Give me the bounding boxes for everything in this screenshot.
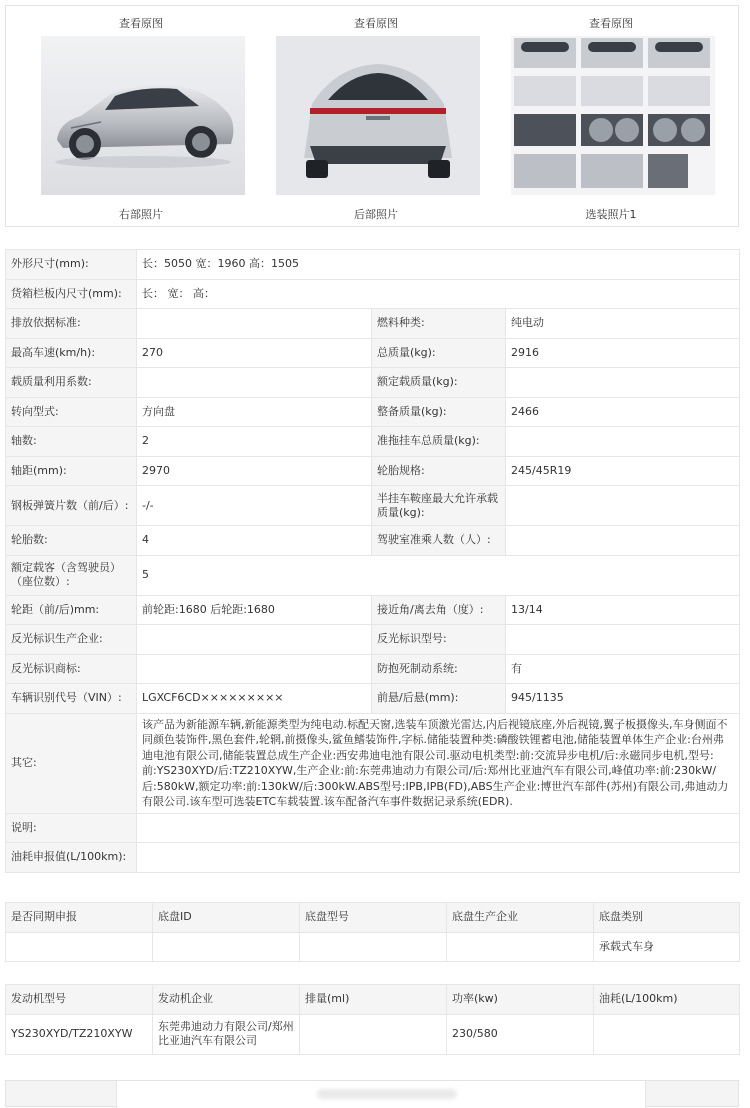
- spec-label: 额定载客（含驾驶员）（座位数）:: [6, 555, 137, 595]
- spec-label: 接近角/离去角（度）:: [372, 595, 506, 625]
- spec-label: 轮胎数:: [6, 526, 137, 556]
- table-cell: [6, 932, 153, 962]
- spec-value: [137, 368, 372, 398]
- photo-right: [36, 6, 246, 221]
- car-side-photo[interactable]: [41, 36, 245, 195]
- column-header: 发动机型号: [6, 985, 153, 1015]
- table-cell: [300, 1014, 447, 1054]
- table-row: [6, 1014, 740, 1054]
- spec-label: 驾驶室准乘人数（人）:: [372, 526, 506, 556]
- spec-value: 4: [137, 526, 372, 556]
- column-header: 是否同期申报: [6, 903, 153, 933]
- spec-label: 外形尺寸(mm):: [6, 250, 137, 280]
- bottom-partial-row: [5, 1080, 739, 1107]
- table-cell: [153, 932, 300, 962]
- spec-value: [137, 309, 372, 339]
- spec-label: 转向型式:: [6, 397, 137, 427]
- spec-label: 防抱死制动系统:: [372, 654, 506, 684]
- spec-value: 2970: [137, 456, 372, 486]
- spec-label: 反光标识商标:: [6, 654, 137, 684]
- table-row: [6, 338, 740, 368]
- table-row: [6, 932, 740, 962]
- spec-label: 说明:: [6, 813, 137, 843]
- column-header: 底盘生产企业: [447, 903, 594, 933]
- spec-label: 轴距(mm):: [6, 456, 137, 486]
- spec-label: 最高车速(km/h):: [6, 338, 137, 368]
- spec-label: 载质量利用系数:: [6, 368, 137, 398]
- spec-value: 前轮距:1680 后轮距:1680: [137, 595, 372, 625]
- spec-value: 长：5050 宽：1960 高：1505: [137, 250, 740, 280]
- spec-label: 轮距（前/后)mm:: [6, 595, 137, 625]
- optional-equipment-collage[interactable]: [511, 36, 715, 195]
- table-row: [6, 456, 740, 486]
- view-original-link-rear[interactable]: 查看原图: [354, 17, 398, 30]
- spec-label: 前悬/后悬(mm):: [372, 684, 506, 714]
- table-row: [6, 397, 740, 427]
- spec-label: 油耗申报值(L/100km):: [6, 843, 137, 873]
- column-header: 发动机企业: [153, 985, 300, 1015]
- spec-label: 钢板弹簧片数（前/后）:: [6, 486, 137, 526]
- spec-value: LGXCF6CD×××××××××: [137, 684, 372, 714]
- spec-label: 其它:: [6, 713, 137, 813]
- table-row: [6, 713, 740, 813]
- other-notes: 该产品为新能源车辆,新能源类型为纯电动.标配天窗,选装车顶激光雷达,内后视镜底座,外后视镜,翼子板摄像头,车身侧面不同颜色装饰件,黑色套件,轮辋,前摄像头,鲨鱼鳍装饰件,字标.储能装置种类:磷酸铁锂蓄电池,储能装置单体生产企业:台州弗迪电池有限公司,储能装置总成生产企业:西安弗迪电池有限公司.驱动电机类型:前:交流异步电机/后:永磁同步电机,型号:前:YS230XYD/后:TZ210XYW,生产企业:前:东莞弗迪动力有限公司/后:郑州比亚迪汽车有限公司,峰值功率:前:230kW/后:580kW,额定功率:前:130kW/后:300kW.ABS型号:IPB,IPB(FD),ABS生产企业:博世汽车部件(苏州)有限公司,弗迪动力有限公司.该车型可选装ETC车载装置.该车配备汽车事件数据记录系统(EDR).: [137, 713, 740, 813]
- spec-value: [506, 526, 740, 556]
- view-original-link-right[interactable]: 查看原图: [119, 17, 163, 30]
- table-row: [6, 684, 740, 714]
- blurred-watermark: [317, 1089, 457, 1099]
- table-row: [6, 368, 740, 398]
- spec-value: 长： 宽： 高：: [137, 279, 740, 309]
- spec-label: 整备质量(kg):: [372, 397, 506, 427]
- spec-value: [137, 654, 372, 684]
- table-row: [6, 279, 740, 309]
- car-rear-photo[interactable]: [276, 36, 480, 195]
- photo-panel: [5, 5, 739, 227]
- spec-label: 轮胎规格:: [372, 456, 506, 486]
- table-row: [6, 486, 740, 526]
- table-cell: [594, 1014, 740, 1054]
- column-header: 功率(kw): [447, 985, 594, 1015]
- table-row: [6, 813, 740, 843]
- spec-value: -/-: [137, 486, 372, 526]
- table-row: [6, 309, 740, 339]
- spec-value: [506, 625, 740, 655]
- column-header: 底盘类别: [594, 903, 740, 933]
- photo-rear: [271, 6, 481, 221]
- spec-value: 纯电动: [506, 309, 740, 339]
- spec-value: [137, 625, 372, 655]
- table-cell: 230/580: [447, 1014, 594, 1054]
- spec-value: 5: [137, 555, 740, 595]
- photo-caption-rear: 后部照片: [354, 208, 398, 221]
- table-cell: [300, 932, 447, 962]
- spec-value: 270: [137, 338, 372, 368]
- view-original-link-optional[interactable]: 查看原图: [589, 17, 633, 30]
- table-header-row: [6, 985, 740, 1015]
- spec-label: 半挂车鞍座最大允许承载质量(kg):: [372, 486, 506, 526]
- spec-value: 2916: [506, 338, 740, 368]
- spec-value: [137, 843, 740, 873]
- chassis-table: [5, 902, 740, 962]
- photo-caption-right: 右部照片: [119, 208, 163, 221]
- column-header: 底盘型号: [300, 903, 447, 933]
- table-cell: 东莞弗迪动力有限公司/郑州比亚迪汽车有限公司: [153, 1014, 300, 1054]
- photo-caption-optional: 选装照片1: [585, 208, 637, 221]
- spec-label: 总质量(kg):: [372, 338, 506, 368]
- spec-value: 2: [137, 427, 372, 457]
- table-row: [6, 250, 740, 280]
- spec-label: 反光标识生产企业:: [6, 625, 137, 655]
- table-row: [6, 427, 740, 457]
- spec-label: 反光标识型号:: [372, 625, 506, 655]
- spec-value: 方向盘: [137, 397, 372, 427]
- spec-value: 245/45R19: [506, 456, 740, 486]
- spec-label: 排放依据标准:: [6, 309, 137, 339]
- spec-value: 13/14: [506, 595, 740, 625]
- spec-label: 货箱栏板内尺寸(mm):: [6, 279, 137, 309]
- table-row: [6, 843, 740, 873]
- spec-value: [506, 368, 740, 398]
- table-row: [6, 555, 740, 595]
- table-cell: [447, 932, 594, 962]
- column-header: 油耗(L/100km): [594, 985, 740, 1015]
- table-cell: YS230XYD/TZ210XYW: [6, 1014, 153, 1054]
- spec-label: 额定载质量(kg):: [372, 368, 506, 398]
- spec-value: 有: [506, 654, 740, 684]
- engine-table: [5, 984, 740, 1055]
- table-header-row: [6, 903, 740, 933]
- table-row: [6, 654, 740, 684]
- spec-label: 轴数:: [6, 427, 137, 457]
- table-row: [6, 625, 740, 655]
- spec-value: [137, 813, 740, 843]
- spec-label: 燃料种类:: [372, 309, 506, 339]
- table-cell: 承载式车身: [594, 932, 740, 962]
- spec-value: [506, 486, 740, 526]
- spec-label: 车辆识别代号（VIN）:: [6, 684, 137, 714]
- photo-optional: [506, 6, 716, 221]
- column-header: 排量(ml): [300, 985, 447, 1015]
- spec-value: 945/1135: [506, 684, 740, 714]
- spec-value: 2466: [506, 397, 740, 427]
- column-header: 底盘ID: [153, 903, 300, 933]
- bottom-cell: [116, 1081, 646, 1108]
- table-row: [6, 595, 740, 625]
- spec-table: [5, 249, 740, 873]
- spec-value: [506, 427, 740, 457]
- spec-label: 准拖挂车总质量(kg):: [372, 427, 506, 457]
- table-row: [6, 526, 740, 556]
